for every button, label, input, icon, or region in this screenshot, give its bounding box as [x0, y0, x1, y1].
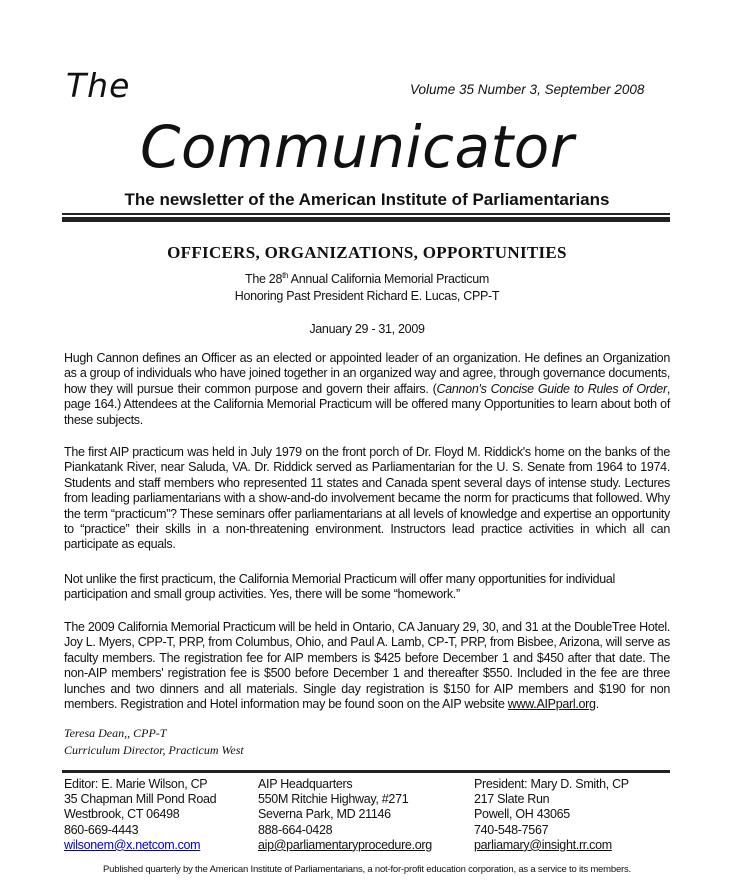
- president-name: President: Mary D. Smith, CP: [474, 777, 629, 791]
- editor-email-link[interactable]: wilsonem@x.netcom.com: [64, 837, 201, 852]
- president-street: 217 Slate Run: [474, 792, 550, 807]
- paragraph-4-end: .: [595, 697, 599, 712]
- paragraph-3-line-2: participation and small group activities. Yes, there will be some “homework.”: [64, 587, 460, 602]
- masthead-the: The: [66, 66, 131, 105]
- headquarters-street: 550M Ritchie Highway, #271: [258, 792, 409, 807]
- footer-rule: [62, 770, 670, 773]
- event-ordinal-suffix: th: [282, 271, 289, 280]
- paragraph-3: [64, 572, 670, 603]
- volume-issue: Volume 35 Number 3, September 2008: [410, 82, 645, 97]
- editor-contact: [64, 777, 216, 853]
- signature-title: Curriculum Director, Practicum West: [64, 743, 244, 757]
- president-city: Powell, OH 43065: [474, 807, 570, 822]
- president-contact: [474, 777, 629, 853]
- paragraph-1-start: Hugh Cannon defines an Officer as an elected or appointed leader of an organization. He defines an Organization as a group of individuals who have joined together in an organized way and agree, through governance documents, how they will pursue their common purpose and govern their affairs. (: [64, 351, 670, 396]
- event-dates: January 29 - 31, 2009: [309, 322, 425, 336]
- headquarters-phone: 888-664-0428: [258, 822, 333, 837]
- newsletter-subtitle: The newsletter of the American Institute of Parliamentarians: [124, 190, 610, 209]
- editor-phone: 860-669-4443: [64, 822, 139, 837]
- paragraph-4: [64, 620, 670, 712]
- paragraph-1-end: , page 164.) Attendees at the California Memorial Practicum will be offered many Opportunities to learn about both of these subjects.: [64, 381, 670, 427]
- signature-name: Teresa Dean,, CPP-T: [64, 726, 167, 740]
- president-email-link[interactable]: parliamary@insight.rr.com: [474, 837, 612, 852]
- event-ordinal: The 28: [245, 272, 283, 287]
- masthead-rule-thin: [62, 213, 670, 215]
- event-title: Annual California Memorial Practicum: [288, 272, 489, 287]
- newsletter-title: Communicator: [140, 113, 575, 181]
- editor-street: 35 Chapman Mill Pond Road: [64, 792, 217, 807]
- event-honoring: Honoring Past President Richard E. Lucas, CPP-T: [234, 289, 500, 303]
- masthead-rule-thick: [62, 217, 670, 222]
- publication-notice: Published quarterly by the American Institute of Parliamentarians, a not-for-profit education corporation, as a service to its members.: [103, 864, 631, 875]
- event-name: [0, 271, 734, 286]
- headquarters-city: Severna Park, MD 21146: [258, 807, 391, 822]
- paragraph-1: [64, 351, 670, 428]
- book-title: Cannon's Concise Guide to Rules of Order: [436, 381, 667, 396]
- aip-website-link[interactable]: www.AIPparl.org: [507, 697, 596, 712]
- article-headline: OFFICERS, ORGANIZATIONS, OPPORTUNITIES: [167, 243, 567, 262]
- headquarters-contact: [258, 777, 432, 853]
- editor-name: Editor: E. Marie Wilson, CP: [64, 777, 208, 791]
- paragraph-2: The first AIP practicum was held in July 1979 on the front porch of Dr. Floyd M. Riddick's home on the banks of the Piankatank River, near Saluda, VA. Dr. Riddick served as Parliamentarian for the U. S. Senate from 1964 to 1974. Students and staff members who represented 11 states and Canada spent several days of intense study. Lectures from leading parliamentarians with a show-and-do involvement became the norm for practicums that followed. Why the term “practicum”? These seminars offer parliamentarians at all levels of knowledge and expertise an opportunity to “practice” their skills in a non-threatening environment. Instructors lead practice activities in which all can participate as equals.: [64, 445, 670, 552]
- headquarters-email-link[interactable]: aip@parliamentaryprocedure.org: [258, 837, 432, 852]
- headquarters-name: AIP Headquarters: [258, 777, 353, 791]
- president-phone: 740-548-7567: [474, 822, 549, 837]
- paragraph-3-line-1: Not unlike the first practicum, the California Memorial Practicum will offer many opportunities for individual: [64, 572, 616, 586]
- paragraph-4-text: The 2009 California Memorial Practicum will be held in Ontario, CA January 29, 30, and 31 at the DoubleTree Hotel. Joy L. Myers, CPP-T, PRP, from Columbus, Ohio, and Paul A. Lamb, CP-T, PRP, from Bisbee, Arizona, will serve as faculty members. The registration fee for AIP members is $425 before December 1 and $450 after that date. The non-AIP members' registration fee is $500 before December 1 and thereafter $550. Included in the fee are three lunches and two dinners and all materials. Single day registration is $150 for AIP members and $190 for non members. Registration and Hotel information may be found soon on the AIP website: [64, 620, 670, 712]
- editor-city: Westbrook, CT 06498: [64, 807, 180, 822]
